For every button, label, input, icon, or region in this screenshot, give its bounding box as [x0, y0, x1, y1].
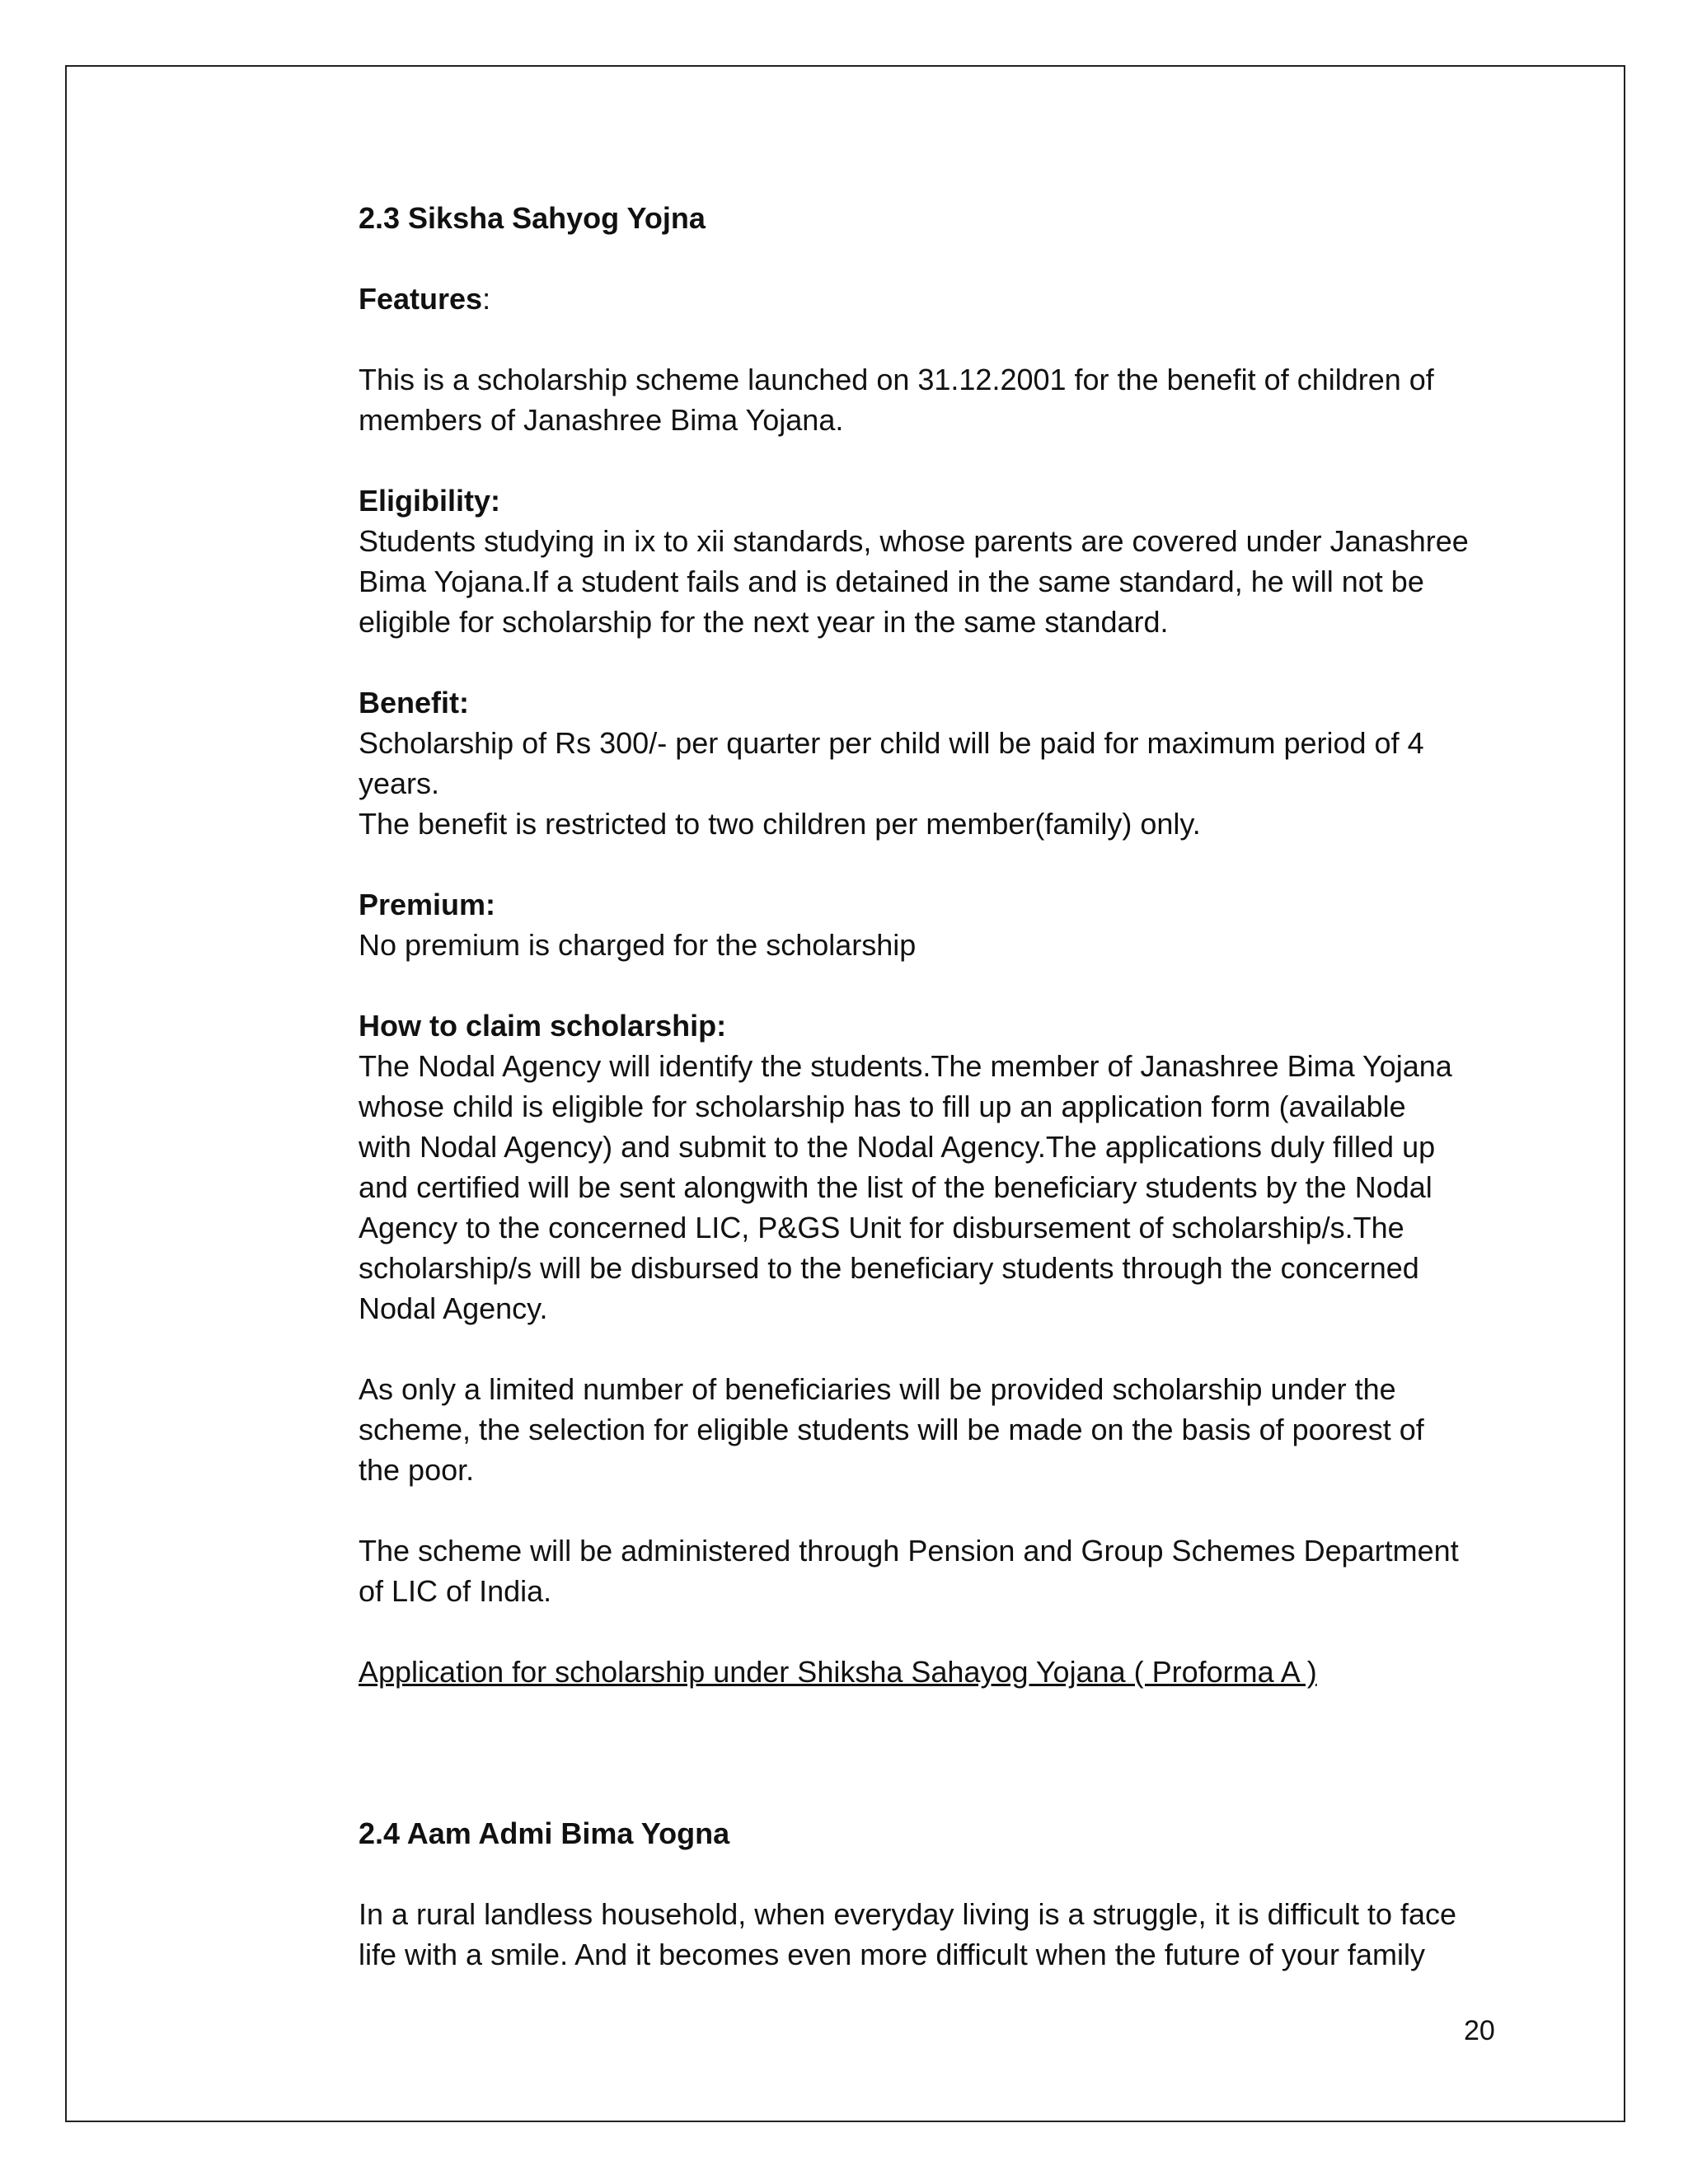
- text-line: Students studying in ix to xii standards, whose parents are covered under Janashree: [359, 524, 1469, 558]
- administration-paragraph: [359, 1530, 1512, 1611]
- features-colon: :: [482, 282, 491, 316]
- text-line: As only a limited number of beneficiaries will be provided scholarship under the: [359, 1372, 1396, 1406]
- benefit-paragraph: [359, 723, 1512, 844]
- aam-admi-intro-paragraph: [359, 1894, 1512, 1975]
- section-heading-2-3: 2.3 Siksha Sahyog Yojna: [359, 201, 706, 235]
- text-line: with Nodal Agency) and submit to the Nodal Agency.The applications duly filled up: [359, 1130, 1436, 1164]
- claim-paragraph: [359, 1046, 1512, 1329]
- text-line: of LIC of India.: [359, 1574, 552, 1608]
- benefit-label: Benefit:: [359, 686, 469, 719]
- text-line: Nodal Agency.: [359, 1291, 548, 1325]
- text-line: Bima Yojana.If a student fails and is detained in the same standard, he will not be: [359, 565, 1424, 598]
- text-line: Agency to the concerned LIC, P&GS Unit for disbursement of scholarship/s.The: [359, 1211, 1404, 1244]
- text-line: members of Janashree Bima Yojana.: [359, 403, 844, 437]
- text-line: The Nodal Agency will identify the students.The member of Janashree Bima Yojana: [359, 1049, 1452, 1083]
- text-line: Scholarship of Rs 300/- per quarter per child will be paid for maximum period of 4: [359, 726, 1424, 760]
- eligibility-paragraph: [359, 521, 1512, 642]
- text-line: eligible for scholarship for the next year in the same standard.: [359, 605, 1169, 639]
- text-line: years.: [359, 766, 440, 800]
- features-paragraph: [359, 359, 1512, 440]
- section-heading-2-4: 2.4 Aam Admi Bima Yogna: [359, 1816, 730, 1850]
- features-label: Features: [359, 282, 483, 316]
- text-line: In a rural landless household, when everyday living is a struggle, it is difficult to face: [359, 1897, 1457, 1931]
- claim-label: How to claim scholarship:: [359, 1009, 727, 1043]
- text-line: This is a scholarship scheme launched on 31.12.2001 for the benefit of children of: [359, 363, 1434, 396]
- features-line: [359, 279, 1512, 319]
- text-line: scheme, the selection for eligible students will be made on the basis of poorest of: [359, 1413, 1424, 1446]
- text-line: The scheme will be administered through Pension and Group Schemes Department: [359, 1534, 1459, 1568]
- selection-paragraph: [359, 1369, 1512, 1490]
- premium-paragraph: No premium is charged for the scholarship: [359, 928, 917, 962]
- text-line: life with a smile. And it becomes even more difficult when the future of your family: [359, 1938, 1425, 1971]
- page-number: 20: [1464, 2015, 1495, 2046]
- premium-label: Premium:: [359, 888, 496, 921]
- text-line: and certified will be sent alongwith the list of the beneficiary students by the Nodal: [359, 1170, 1432, 1204]
- document-body: [359, 198, 1512, 1975]
- text-line: the poor.: [359, 1453, 475, 1487]
- eligibility-label: Eligibility:: [359, 484, 501, 518]
- text-line: whose child is eligible for scholarship has to fill up an application form (available: [359, 1090, 1406, 1123]
- text-line: scholarship/s will be disbursed to the beneficiary students through the concerned: [359, 1251, 1419, 1285]
- application-form-link[interactable]: Application for scholarship under Shiksha Sahayog Yojana ( Proforma A ): [359, 1655, 1317, 1689]
- text-line: The benefit is restricted to two children per member(family) only.: [359, 807, 1201, 841]
